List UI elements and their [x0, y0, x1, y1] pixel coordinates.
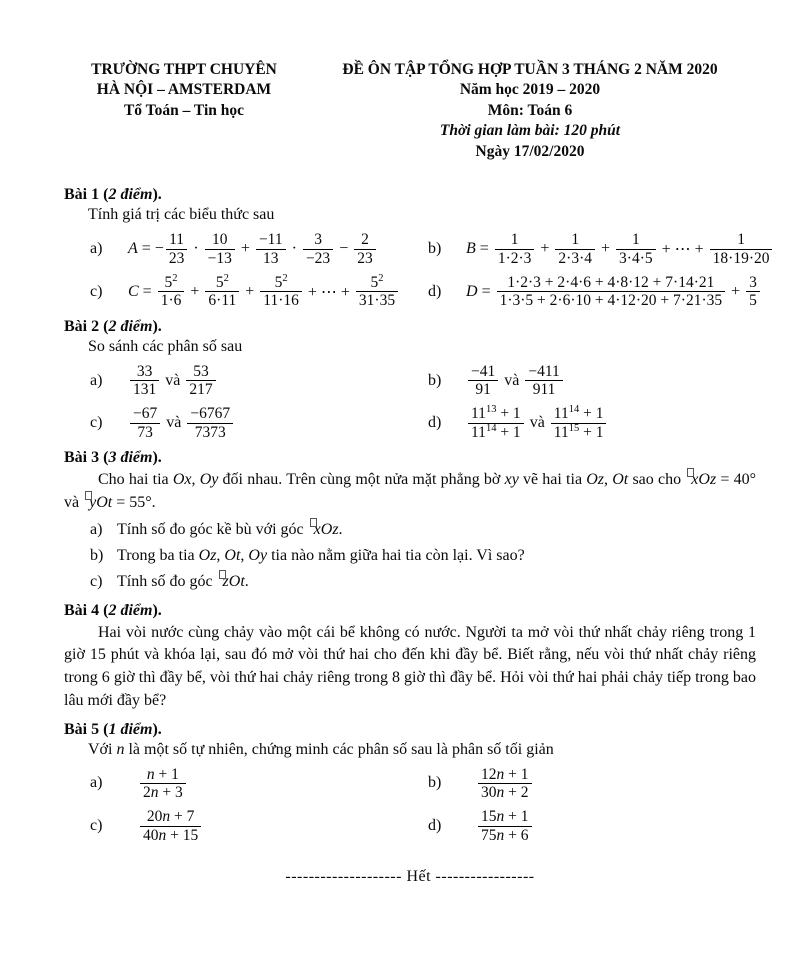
b1-item-b: [428, 231, 774, 267]
math-expression: $\frac{-41}{91}$ và $\frac{-411}{911}$: [466, 363, 565, 399]
b5-item-d: [428, 808, 756, 844]
exam-header: [64, 60, 756, 162]
section-heading: Bài 3 (3 điểm).: [64, 449, 162, 467]
exam-subject: Môn: Toán 6: [487, 101, 573, 119]
item-label: a): [90, 371, 103, 389]
b2-row-2: [64, 405, 756, 441]
item-label: d): [428, 414, 442, 432]
b1-row-2: [64, 274, 756, 310]
b5-item-c: [64, 808, 428, 844]
item-label: c): [90, 282, 103, 300]
item-text: Trong ba tia Oz, Ot, Oy tia nào nằm giữa hai tia còn lại. Vì sao?: [117, 546, 525, 564]
b1-item-a: [64, 231, 428, 267]
b1-item-c: [64, 274, 428, 310]
math-expression: D = $\frac{1\cdot 2\cdot 3 + 2\cdot 4\cdot 6 + 4\cdot 8\cdot 12 + 7\cdot 14\cdot 21}{1\cdot 3\cdot 5 + 2\cdot 6\cdot 10 + 4\cdot 12\cdot 20 + 7\cdot 21\cdot 35}$ + $\frac{3}{5}$: [466, 274, 762, 310]
item-label: b): [90, 546, 104, 564]
b2-row-1: [64, 363, 756, 399]
item-label: d): [428, 282, 442, 300]
b1-row-1: [64, 231, 770, 267]
math-expression: $\frac{12n + 1}{30n + 2}$: [476, 766, 534, 802]
math-expression: $\frac{n + 1}{2n + 3}$: [138, 766, 188, 802]
item-text: Tính số đo góc kề bù với góc xOz.: [117, 519, 343, 541]
item-label: b): [428, 774, 442, 792]
math-expression: B = $\frac{1}{1\cdot 2\cdot 3}$ + $\frac{1}{2\cdot 3\cdot 4}$ + $\frac{1}{3\cdot 4\cdot 5}$ + ⋯ + $\frac{1}{18\cdot 19\cdot 20}$: [466, 231, 774, 267]
school-name-line-2: HÀ NỘI – AMSTERDAM: [96, 81, 272, 99]
b3-item-c: [90, 571, 756, 593]
problem-statement: Cho hai tia Ox, Oy đối nhau. Trên cùng một nửa mặt phẳng bờ xy vẽ hai tia Oz, Ot sao cho xOz = 40° và yOt = 55°.: [64, 469, 756, 514]
b5-item-a: [64, 766, 428, 802]
b2-item-a: [64, 363, 428, 399]
item-label: b): [428, 240, 442, 258]
item-label: d): [428, 817, 442, 835]
b5-row-1: [64, 766, 756, 802]
item-label: a): [90, 240, 103, 258]
b2-item-c: [64, 405, 428, 441]
b3-item-b: [90, 545, 756, 567]
section-heading: Bài 5 (1 điểm).: [64, 720, 162, 738]
school-name-line-1: TRƯỜNG THPT CHUYÊN: [91, 61, 277, 78]
math-expression: A = − $\frac{11}{23}$ · $\frac{10}{-13}$ + $\frac{-11}{13}$ · $\frac{3}{-23}$ − $\frac{2}{23}$: [128, 231, 378, 267]
angle-symbol: [85, 491, 92, 500]
school-department: Tổ Toán – Tin học: [123, 101, 245, 119]
problem-statement: Hai vòi nước cùng chảy vào một cái bể không có nước. Người ta mở vòi thứ nhất chảy riêng trong 1 giờ 15 phút và khóa lại, sau đó mở vòi thứ hai cho đến khi đầy bể. Biết rằng, nếu vòi thứ nhất chảy riêng trong 6 giờ thì đầy bể, vòi thứ hai chảy riêng trong 8 giờ thì đầy bể. Hỏi vòi thứ hai phải chảy tiếp trong bao lâu mới đầy bể?: [64, 623, 756, 709]
math-expression: $\frac{11^{13} + 1}{11^{14} + 1}$ và $\frac{11^{14} + 1}{11^{15} + 1}$: [466, 405, 608, 441]
section-intro: So sánh các phân số sau: [88, 337, 243, 355]
item-label: b): [428, 371, 442, 389]
item-text: Tính số đo góc zOt.: [117, 571, 249, 593]
item-label: a): [90, 520, 103, 538]
section-bai-1: [64, 186, 770, 310]
math-expression: $\frac{-67}{73}$ và $\frac{-6767}{7373}$: [128, 405, 235, 441]
section-intro: Với n là một số tự nhiên, chứng minh các phân số sau là phân số tối giản: [88, 740, 554, 758]
school-year: Năm học 2019 – 2020: [459, 81, 601, 99]
b3-item-a: [90, 519, 756, 541]
item-label: c): [90, 573, 103, 591]
angle-symbol: [310, 518, 317, 527]
b2-item-b: [428, 363, 756, 399]
b1-item-d: [428, 274, 762, 310]
math-expression: $\frac{33}{131}$ và $\frac{53}{217}$: [128, 363, 218, 399]
section-bai-5: [64, 721, 756, 844]
exam-date: Ngày 17/02/2020: [475, 142, 585, 160]
angle-symbol: [687, 468, 694, 477]
section-heading: Bài 2 (2 điểm).: [64, 317, 162, 335]
exam-title: ĐỀ ÔN TẬP TỔNG HỢP TUẦN 3 THÁNG 2 NĂM 2020: [342, 61, 718, 78]
item-label: c): [90, 817, 103, 835]
section-bai-2: [64, 318, 756, 441]
exam-duration: Thời gian làm bài: 120 phút: [439, 122, 621, 140]
angle-symbol: [219, 570, 226, 579]
section-bai-3: [64, 449, 756, 594]
math-expression: $\frac{20n + 7}{40n + 15}$: [138, 808, 203, 844]
b5-item-b: [428, 766, 756, 802]
item-label: a): [90, 774, 103, 792]
section-intro: Tính giá trị các biểu thức sau: [88, 206, 275, 224]
math-expression: $\frac{15n + 1}{75n + 6}$: [476, 808, 534, 844]
section-heading: Bài 4 (2 điểm).: [64, 601, 162, 619]
b5-row-2: [64, 808, 756, 844]
item-label: c): [90, 414, 103, 432]
exam-info-block: [304, 60, 756, 162]
b2-item-d: [428, 405, 756, 441]
school-block: [64, 60, 304, 162]
section-bai-4: [64, 602, 756, 713]
end-marker: -------------------- Hết -----------------: [285, 868, 535, 886]
math-expression: C = $\frac{5^2}{1\cdot 6}$ + $\frac{5^2}{6\cdot 11}$ + $\frac{5^2}{11\cdot 16}$ + ⋯ + $\frac{5^2}{31\cdot 35}$: [128, 274, 400, 310]
section-heading: Bài 1 (2 điểm).: [64, 186, 162, 204]
